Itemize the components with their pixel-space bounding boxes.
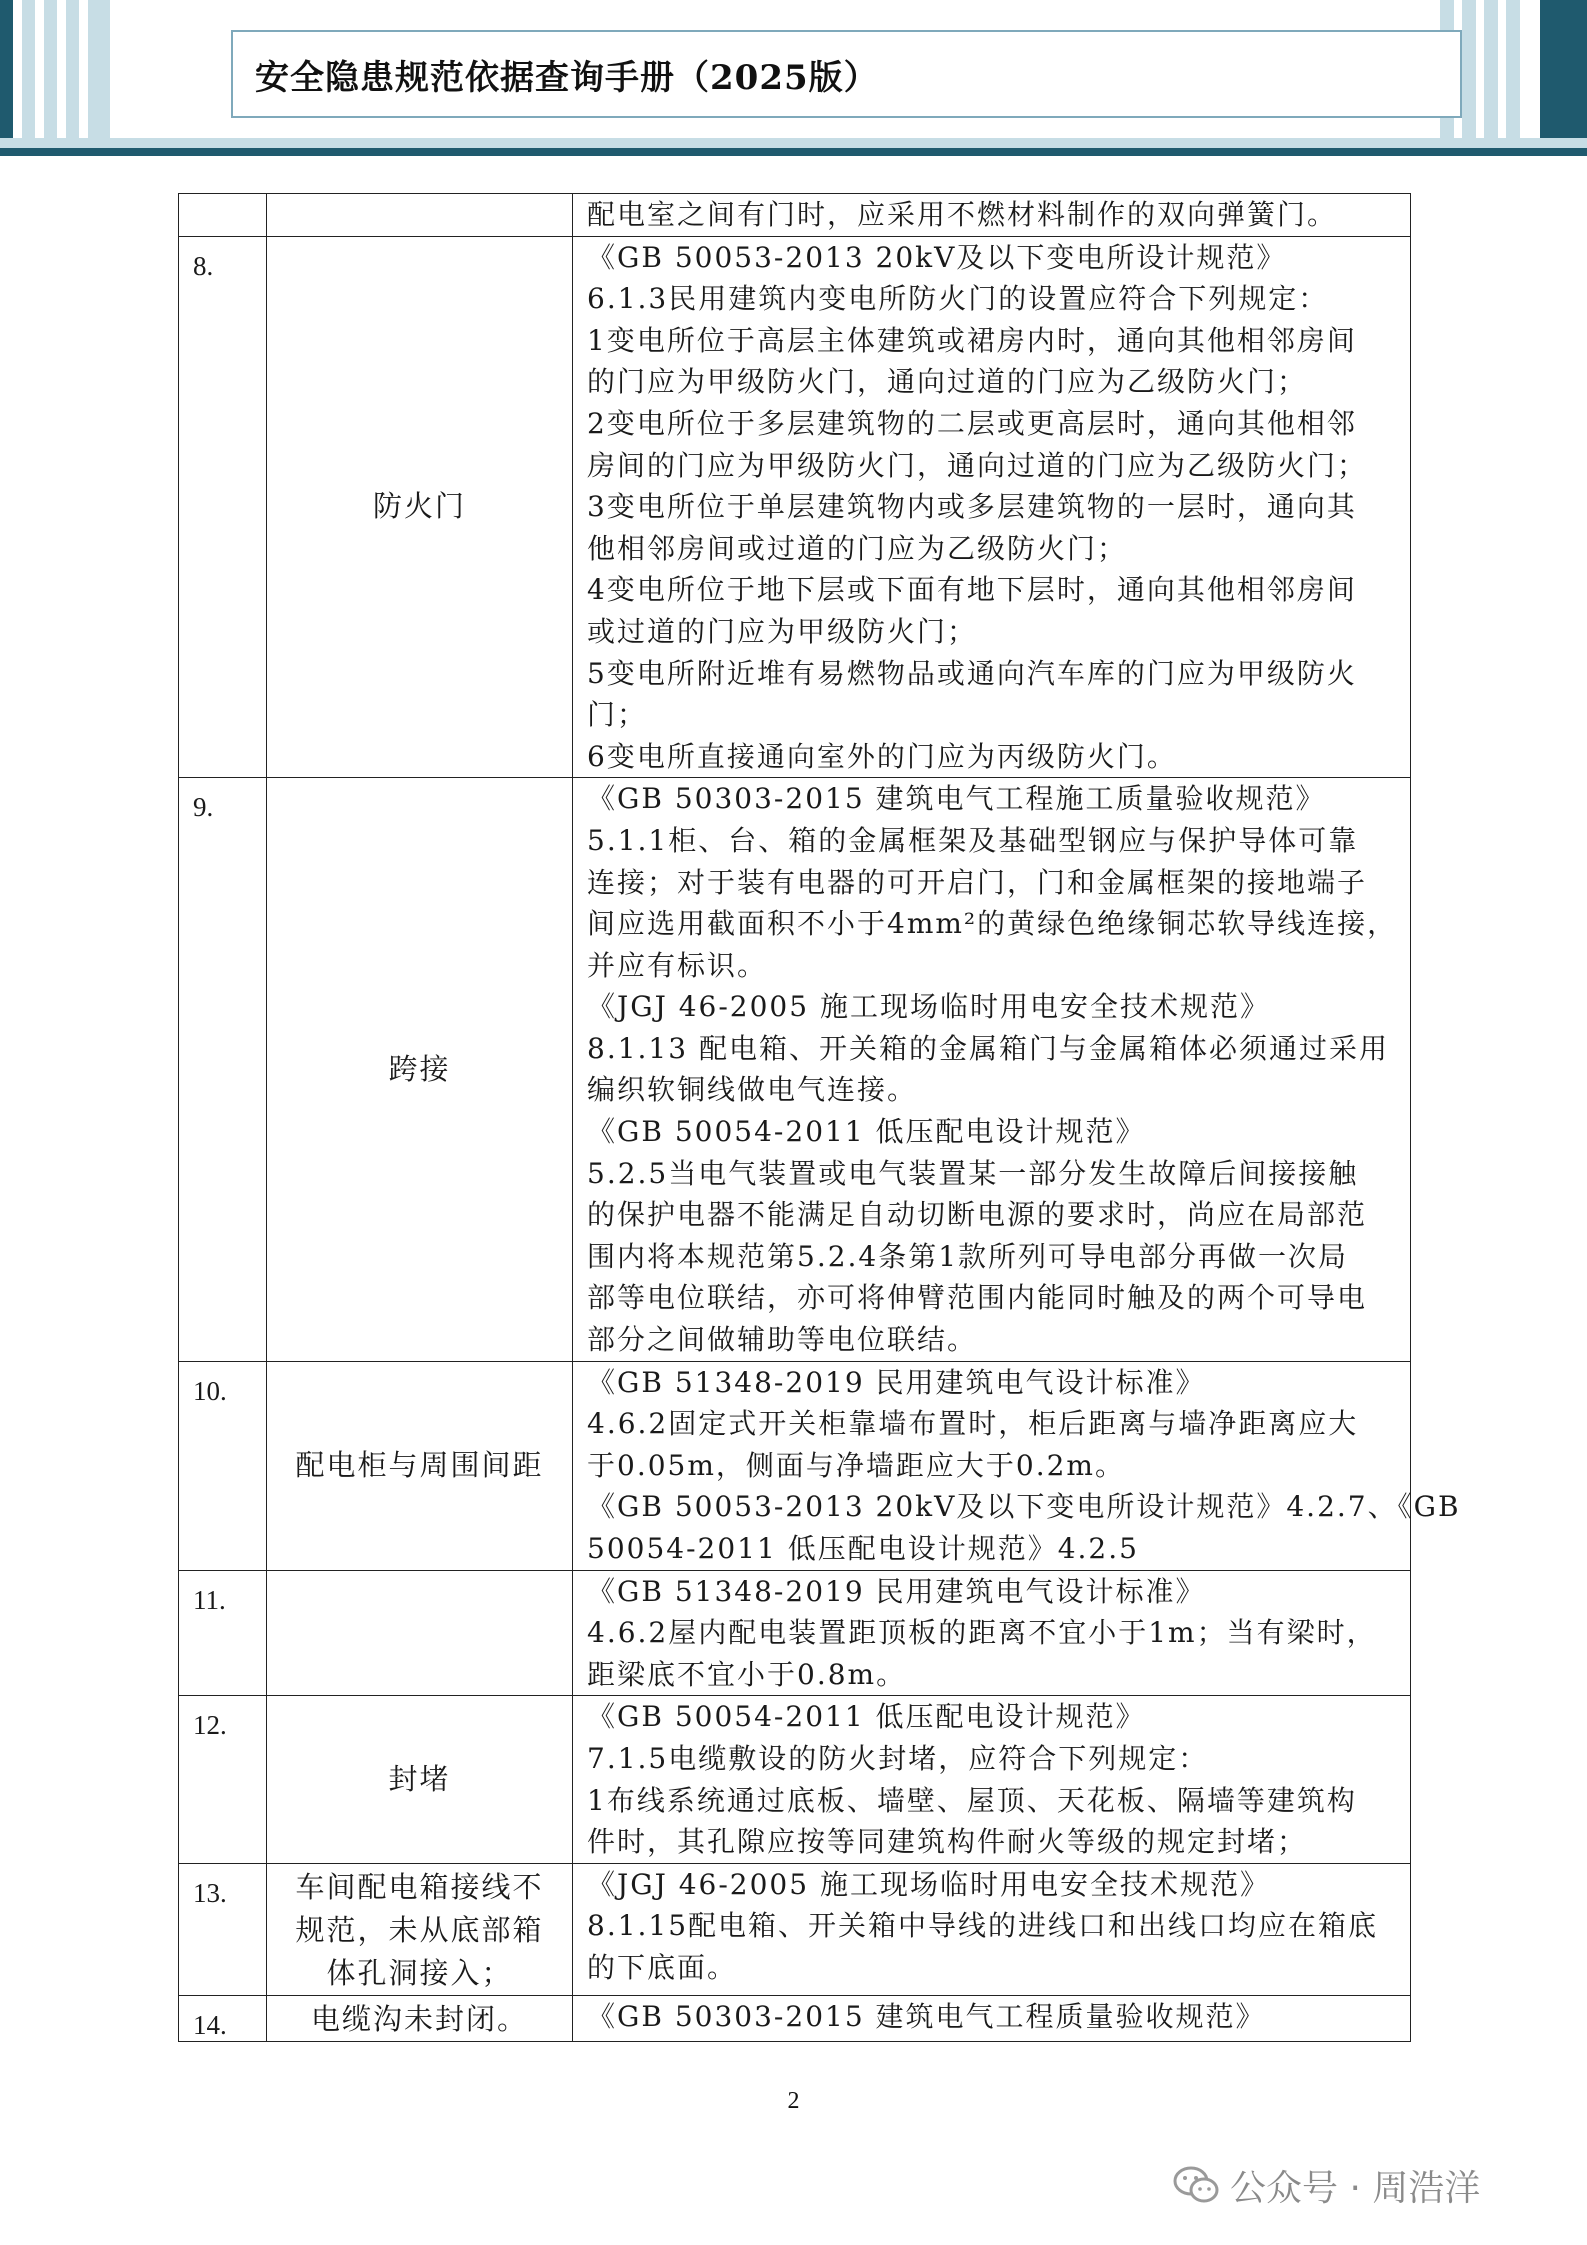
content-line: 5.1.1柜、台、箱的金属框架及基础型钢应与保护导体可靠 — [587, 823, 1359, 857]
table-row — [179, 1570, 1411, 1696]
content-line: 件时，其孔隙应按等同建筑构件耐火等级的规定封堵； — [587, 1825, 1308, 1859]
content-line: 《JGJ 46-2005 施工现场临时用电安全技术规范》 — [587, 1867, 1270, 1901]
row-content — [573, 778, 1411, 1361]
content-line: 《GB 51348-2019 民用建筑电气设计标准》 — [587, 1365, 1206, 1399]
content-line: 8.1.13 配电箱、开关箱的金属箱门与金属箱体必须通过采用 — [587, 1031, 1389, 1065]
content-line: 《JGJ 46-2005 施工现场临时用电安全技术规范》 — [587, 990, 1270, 1024]
content-line: 5变电所附近堆有易燃物品或通向汽车库的门应为甲级防火 — [587, 656, 1357, 690]
content-line: 《GB 50054-2011 低压配电设计规范》 — [587, 1115, 1146, 1149]
table-row — [179, 194, 1411, 237]
content-line: 4.6.2屋内配电装置距顶板的距离不宜小于1m；当有梁时， — [587, 1616, 1377, 1650]
content-line: 或过道的门应为甲级防火门； — [587, 614, 978, 648]
content-line: 房间的门应为甲级防火门，通向过道的门应为乙级防火门； — [587, 448, 1368, 482]
content-line: 的下底面。 — [587, 1950, 738, 1984]
watermark-text: 公众号 · 周浩洋 — [1230, 2167, 1481, 2209]
content-line: 于0.05m，侧面与净墙距应大于0.2m。 — [587, 1448, 1125, 1482]
row-topic: 配电柜与周围间距 — [267, 1361, 573, 1570]
row-number: 11. — [179, 1570, 267, 1696]
row-content — [573, 236, 1411, 778]
row-number — [179, 194, 267, 237]
row-content — [573, 1361, 1461, 1570]
header-stripe — [66, 0, 79, 138]
page-title: 安全隐患规范依据查询手册（2025版） — [255, 57, 879, 98]
header-stripe — [1484, 0, 1498, 138]
header-stripe — [1462, 0, 1476, 138]
content-line: 1变电所位于高层主体建筑或裙房内时，通向其他相邻房间 — [587, 323, 1357, 357]
content-line: 《GB 50053-2013 20kV及以下变电所设计规范》4.2.7、《GB — [587, 1490, 1461, 1524]
row-topic: 车间配电箱接线不规范，未从底部箱体孔洞接入； — [267, 1863, 573, 1995]
content-line: 《GB 51348-2019 民用建筑电气设计标准》 — [587, 1574, 1206, 1608]
header-rule-light — [0, 138, 1587, 148]
content-line: 《GB 50303-2015 建筑电气工程质量验收规范》 — [587, 1999, 1266, 2033]
content-line: 编织软铜线做电气连接。 — [587, 1073, 918, 1107]
row-number: 13. — [179, 1863, 267, 1995]
row-number: 8. — [179, 236, 267, 778]
row-number: 9. — [179, 778, 267, 1361]
content-line: 部等电位联结，亦可将伸臂范围内能同时触及的两个可导电 — [587, 1281, 1368, 1315]
table-row — [179, 778, 1411, 1361]
table-row — [179, 1863, 1411, 1995]
content-line: 间应选用截面积不小于4mm²的黄绿色绝缘铜芯软导线连接， — [587, 907, 1398, 941]
header-stripe — [22, 0, 35, 138]
content-line: 《GB 50053-2013 20kV及以下变电所设计规范》 — [587, 240, 1287, 274]
title-box — [231, 30, 1462, 118]
content-line: 《GB 50054-2011 低压配电设计规范》 — [587, 1700, 1146, 1734]
row-content — [573, 1995, 1411, 2041]
row-topic: 电缆沟未封闭。 — [267, 1995, 573, 2041]
content-line: 8.1.15配电箱、开关箱中导线的进线口和出线口均应在箱底 — [587, 1909, 1379, 1943]
header-stripe — [1540, 0, 1587, 138]
content-line: 《GB 50303-2015 建筑电气工程施工质量验收规范》 — [587, 782, 1326, 816]
header-stripe — [0, 0, 13, 138]
header-stripe — [1506, 0, 1520, 138]
page-number: 2 — [787, 2088, 800, 2114]
table-row — [179, 236, 1411, 778]
content-line: 2变电所位于多层建筑物的二层或更高层时，通向其他相邻 — [587, 406, 1357, 440]
content-line: 的保护电器不能满足自动切断电源的要求时，尚应在局部范 — [587, 1198, 1368, 1232]
content-line: 部分之间做辅助等电位联结。 — [587, 1323, 978, 1357]
row-topic: 封堵 — [267, 1696, 573, 1863]
content-line: 4变电所位于地下层或下面有地下层时，通向其他相邻房间 — [587, 573, 1357, 607]
table-row — [179, 1995, 1411, 2041]
spec-table — [178, 193, 1461, 2042]
header-rule-dark — [0, 148, 1587, 156]
content-line: 6变电所直接通向室外的门应为丙级防火门。 — [587, 739, 1177, 773]
content-line: 并应有标识。 — [587, 948, 768, 982]
content-line: 配电室之间有门时，应采用不燃材料制作的双向弹簧门。 — [587, 198, 1338, 231]
content-line: 1布线系统通过底板、墙壁、屋顶、天花板、隔墙等建筑构 — [587, 1783, 1357, 1817]
row-content — [573, 1696, 1411, 1863]
content-line: 4.6.2固定式开关柜靠墙布置时，柜后距离与墙净距离应大 — [587, 1407, 1359, 1441]
wechat-icon — [1172, 2165, 1220, 2205]
row-content — [573, 1570, 1411, 1696]
row-topic — [267, 1570, 573, 1696]
content-line: 的门应为甲级防火门，通向过道的门应为乙级防火门； — [587, 365, 1308, 399]
table-row — [179, 1696, 1411, 1863]
content-line: 50054-2011 低压配电设计规范》4.2.5 — [587, 1532, 1139, 1565]
content-line: 距梁底不宜小于0.8m。 — [587, 1657, 907, 1691]
watermark — [1172, 2160, 1480, 2210]
content-line: 门； — [587, 698, 648, 732]
content-line: 3变电所位于单层建筑物内或多层建筑物的一层时，通向其 — [587, 490, 1357, 524]
row-topic — [267, 194, 573, 237]
row-topic: 跨接 — [267, 778, 573, 1361]
table-row — [179, 1361, 1411, 1570]
content-line: 连接；对于装有电器的可开启门，门和金属框架的接地端子 — [587, 865, 1368, 899]
content-line: 7.1.5电缆敷设的防火封堵，应符合下列规定： — [587, 1741, 1209, 1775]
header-stripe — [88, 0, 110, 138]
content-line: 6.1.3民用建筑内变电所防火门的设置应符合下列规定： — [587, 282, 1329, 316]
row-content — [573, 1863, 1411, 1995]
row-number: 12. — [179, 1696, 267, 1863]
content-line: 围内将本规范第5.2.4条第1款所列可导电部分再做一次局 — [587, 1239, 1349, 1273]
row-number: 14. — [179, 1995, 267, 2041]
row-number: 10. — [179, 1361, 267, 1570]
row-topic: 防火门 — [267, 236, 573, 778]
header-stripe — [44, 0, 57, 138]
row-content — [573, 194, 1411, 237]
content-line: 他相邻房间或过道的门应为乙级防火门； — [587, 531, 1128, 565]
content-line: 5.2.5当电气装置或电气装置某一部分发生故障后间接接触 — [587, 1156, 1359, 1190]
